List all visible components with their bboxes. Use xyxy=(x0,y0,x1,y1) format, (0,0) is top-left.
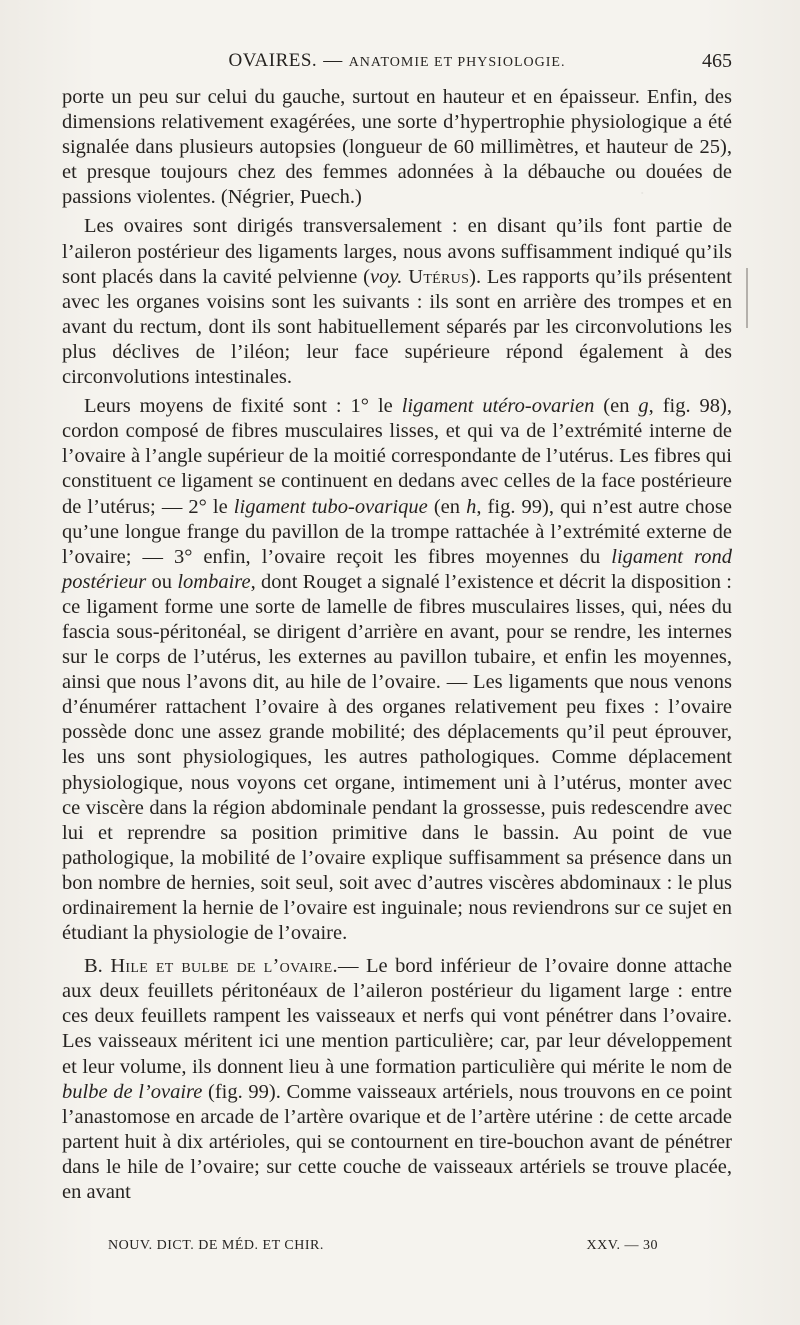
page-header xyxy=(62,50,732,78)
text-run: Leurs moyens de fixité sont : 1° le xyxy=(84,395,402,418)
text-run: ou xyxy=(146,570,178,593)
page-number: 465 xyxy=(702,50,732,72)
italic-run: bulbe de l’ovaire xyxy=(62,1080,203,1103)
italic-run: ligament utéro-ovarien xyxy=(401,395,595,418)
italic-run: ligament rond postérieur xyxy=(62,545,732,593)
section-b xyxy=(62,954,732,1205)
header-subtitle: ANATOMIE ET PHYSIOLOGIE. xyxy=(348,55,566,70)
page-footer xyxy=(108,1238,658,1258)
italic-run: g xyxy=(638,395,649,418)
text-run: (fig. 99). Comme vaisseaux artériels, nous trouvons en ce point l’anastomose en arcade de l’artère ovarique et de l’artère utérine : de cette arcade partent huit à dix artérioles, qui se contournent en tire-bouchon avant de pénétrer dans le hile de l’ovaire; sur cette couche de vaisseaux artériels se trouve placée, en avant xyxy=(62,1080,732,1204)
paragraph xyxy=(62,394,732,946)
section-label: B. xyxy=(84,955,103,978)
text-run: , dont Rouget a signalé l’existence et décrit la disposition : ce ligament forme une sorte de lamelle de fibres musculaires lisses, qui, nées du fascia sous-péritonéal, se dirigent d’arrière en avant, pour se rendre, les internes sur le corps de l’utérus, les externes au pavillon tubaire, et enfin les moyennes, ainsi que nous l’avons dit, au hile de l’ovaire. — Les ligaments que nous venons d’énumérer rattachent l’ovaire à des organes relativement peu fixes : l’ovaire possède donc une assez grande mobilité; des déplacements qu’il peut éprouver, les uns sont physiologiques, les autres pathologiques. Comme déplacement physiologique, nous voyons cet organe, intimement uni à l’utérus, monter avec ce viscère dans la région abdominale pendant la grossesse, puis redescendre avec lui et reprendre sa position primitive dans le bassin. Au point de vue pathologique, la mobilité de l’ovaire explique suffisamment sa présence dans un bon nombre de hernies, soit seul, soit avec d’autres viscères abdominaux : le plus ordinairement la hernie de l’ovaire est inguinale; nous reviendrons sur ce sujet en étudiant la physiologie de l’ovaire. xyxy=(62,570,732,945)
italic-run: lombaire xyxy=(177,570,251,593)
italic-run: voy. xyxy=(369,265,403,288)
italic-run: h xyxy=(466,495,477,518)
text-run: Les ovaires sont dirigés transversalement : en disant qu’ils font partie de l’aileron postérieur des ligaments larges, nous avons suffisamment indiqué qu’ils sont placés dans la cavité pelvienne ( xyxy=(62,215,732,288)
footer-signature: XXV. — 30 xyxy=(586,1238,658,1253)
italic-run: ligament tubo-ovarique xyxy=(233,495,428,518)
text-run: porte un peu sur celui du gauche, surtout en hauteur et en épaisseur. Enfin, des dimensions relativement exagérées, une sorte d’hypertrophie physiologique a été signalée dans plusieurs autopsies (longueur de 60 millimètres, et hauteur de 25), et presque toujours chez des femmes adonnées à la débauche ou douées de passions violentes. (Négrier, Puech.) xyxy=(62,86,732,209)
text-run: , fig. 99), qui n’est autre chose qu’une longue frange du pavillon de la trompe rattachée à l’extrémité externe de l’ovaire; — 3° enfin, l’ovaire reçoit les fibres moyennes du xyxy=(62,495,732,568)
margin-pencil-mark xyxy=(746,268,751,328)
paragraph xyxy=(62,214,732,390)
paragraph xyxy=(62,85,732,210)
text-run: , fig. 98), cordon composé de fibres musculaires lisses, et qui va de l’extrémité interne de l’ovaire à l’angle supérieur de la moitié correspondante de l’utérus. Les fibres qui constituent ce ligament se continuent en dedans avec celles de la face postérieure de l’utérus; — 2° le xyxy=(62,395,732,518)
section-heading: Hile et bulbe de l’ovaire. xyxy=(110,955,338,978)
header-separator: — xyxy=(323,50,343,71)
footer-publication: NOUV. DICT. DE MÉD. ET CHIR. xyxy=(108,1238,324,1253)
bleed-through-mark: . xyxy=(640,178,645,198)
text-run: ). Les rapports qu’ils présentent avec les organes voisins sont les suivants : ils sont en arrière des trompes et en avant du rectum, dont ils sont habituellement séparés par les circonvolutions les plus déclives de l’iléon; leur face supérieure répond également à des circonvolutions intestinales. xyxy=(62,265,733,389)
header-title: OVAIRES. xyxy=(228,50,318,71)
text-run: (en xyxy=(427,495,467,518)
small-caps-run: Utérus xyxy=(408,265,470,288)
running-title xyxy=(62,50,732,72)
text-run: (en xyxy=(594,395,639,418)
text-run: — Le bord inférieur de l’ovaire donne attache aux deux feuillets péritonéaux de l’aileron postérieur du ligament large : entre ces deux feuillets rampent les vaisseaux et nerfs qui vont pénétrer dans l’ovaire. Les vaisseaux méritent ici une mention particulière; car, par leur développement et leur volume, ils donnent lieu à une formation particulière qui mérite le nom de xyxy=(62,955,733,1078)
body-text xyxy=(62,85,732,1209)
